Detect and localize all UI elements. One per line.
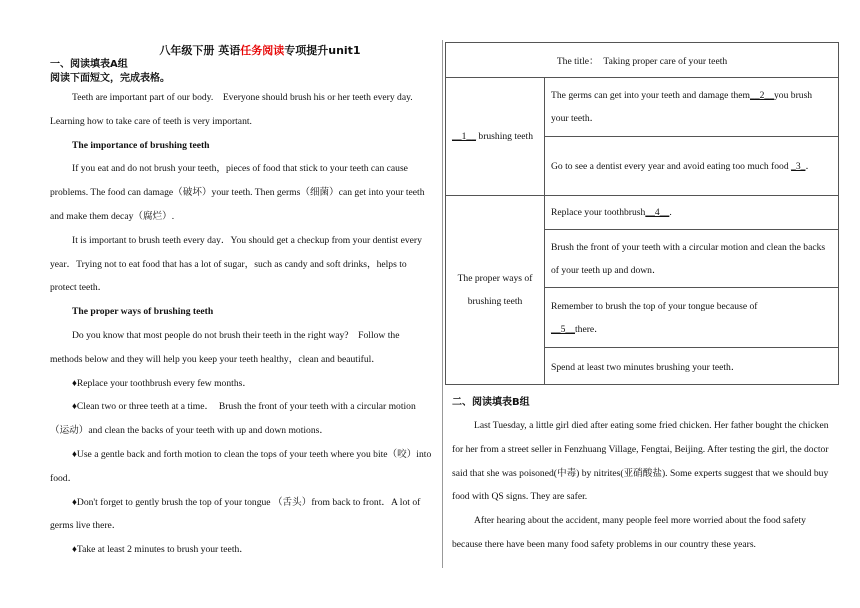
table-row-5: Brush the front of your teeth with a circular motion and clean the backs of your teeth up and down． <box>545 230 839 288</box>
passage-paragraph-3: It is important to brush teeth every day．You should get a checkup from your dentist every year．Trying not to eat food that has a lot of sugar，such as candy and soft drinks，helps to protect teeth． <box>50 234 422 294</box>
table-row-2 <box>545 78 839 137</box>
title-highlight: 任务阅读 <box>240 44 285 57</box>
bullet-1: ♦Replace your toothbrush every few months． <box>72 377 252 389</box>
page-title <box>50 44 434 58</box>
passage-heading-importance: The importance of brushing teeth <box>72 139 210 151</box>
section-b-paragraph-1: Last Tuesday, a little girl died after eating some fried chicken. Her father bought the chicken for her from a street seller in Fenzhuang Village, Fengtai, Beijing. After testing the girl, the doctor said that she was poisoned(中毒) by nitrites(亚硝酸盐). Some experts suggest that we should buy food with QS signs. They are safer. <box>452 420 829 503</box>
passage-paragraph-4: Do you know that most people do not brush their teeth in the right way? Follow the methods below and they will help you keep your teeth healthy，clean and beautiful． <box>50 329 400 365</box>
section-b-paragraph-2: After hearing about the accident, many people feel more worried about the food safety because there have been many food safety problems in our country these years. <box>452 515 806 550</box>
right-column <box>445 42 839 385</box>
task-table <box>445 42 839 385</box>
column-divider <box>442 40 443 568</box>
title-part2: 专项提升unit1 <box>284 44 361 57</box>
bullet-2: ♦Clean two or three teeth at a time． Brush the front of your teeth with a circular motion（运动）and clean the backs of your teeth with up and down motions． <box>50 401 416 437</box>
row4-end: . <box>669 207 672 218</box>
title-part1: 八年级下册 英语 <box>159 44 241 57</box>
left-column <box>50 44 434 562</box>
section-a-instruction: 阅读下面短文，完成表格。 <box>50 73 170 84</box>
blank-4: __4__ <box>645 207 670 218</box>
row6-end: there． <box>574 323 604 335</box>
table-left-cell-2: The proper ways of brushing teeth <box>446 196 545 385</box>
blank-3: _3_ <box>791 160 806 172</box>
row2-text: The germs can get into your teeth and damage them <box>551 90 751 101</box>
table-row-4 <box>545 196 839 230</box>
passage-paragraph-2: If you eat and do not brush your teeth，pieces of food that stick to your teeth can cause problems. The food can damage（破坏）your teeth. Then germs（细菌）can get into your teeth and make them decay（腐烂）. <box>50 163 425 222</box>
row6-text: Remember to brush the top of your tongue because of <box>551 300 758 312</box>
table-row-7: Spend at least two minutes brushing your teeth． <box>545 348 839 385</box>
blank-5: __5__ <box>551 323 575 335</box>
row2-end: you brush your teeth． <box>551 90 813 124</box>
blank-2: __2__ <box>750 90 774 101</box>
section-b-heading: 二、阅读填表B组 <box>452 397 530 408</box>
section-b <box>452 396 838 557</box>
row3-text: Go to see a dentist every year and avoid eating too much food <box>551 160 789 172</box>
table-row-3 <box>545 137 839 196</box>
row4-text: Replace your toothbrush <box>551 207 646 218</box>
passage-paragraph-1: Teeth are important part of our body. Everyone should brush his or her teeth every day. Learning how to take care of teeth is very important. <box>50 92 423 127</box>
row3-end: ． <box>805 160 816 172</box>
passage-heading-ways: The proper ways of brushing teeth <box>72 306 214 318</box>
section-a-heading: 一、阅读填表A组 <box>50 59 128 70</box>
table-left-cell-1 <box>446 78 545 196</box>
table-title-row: The title： Taking proper care of your teeth <box>446 43 839 78</box>
bullet-4: ♦Don't forget to gently brush the top of your tongue （舌头）from back to front．A lot of germs live there． <box>50 496 421 532</box>
bullet-3: ♦Use a gentle back and forth motion to clean the tops of your teeth where you bite（咬）into food． <box>50 448 432 484</box>
bullet-5: ♦Take at least 2 minutes to brush your teeth． <box>72 544 249 556</box>
blank-1: __1__ <box>452 131 476 142</box>
table-row-6 <box>545 288 839 348</box>
left-cell-1-text: brushing teeth <box>478 131 534 142</box>
